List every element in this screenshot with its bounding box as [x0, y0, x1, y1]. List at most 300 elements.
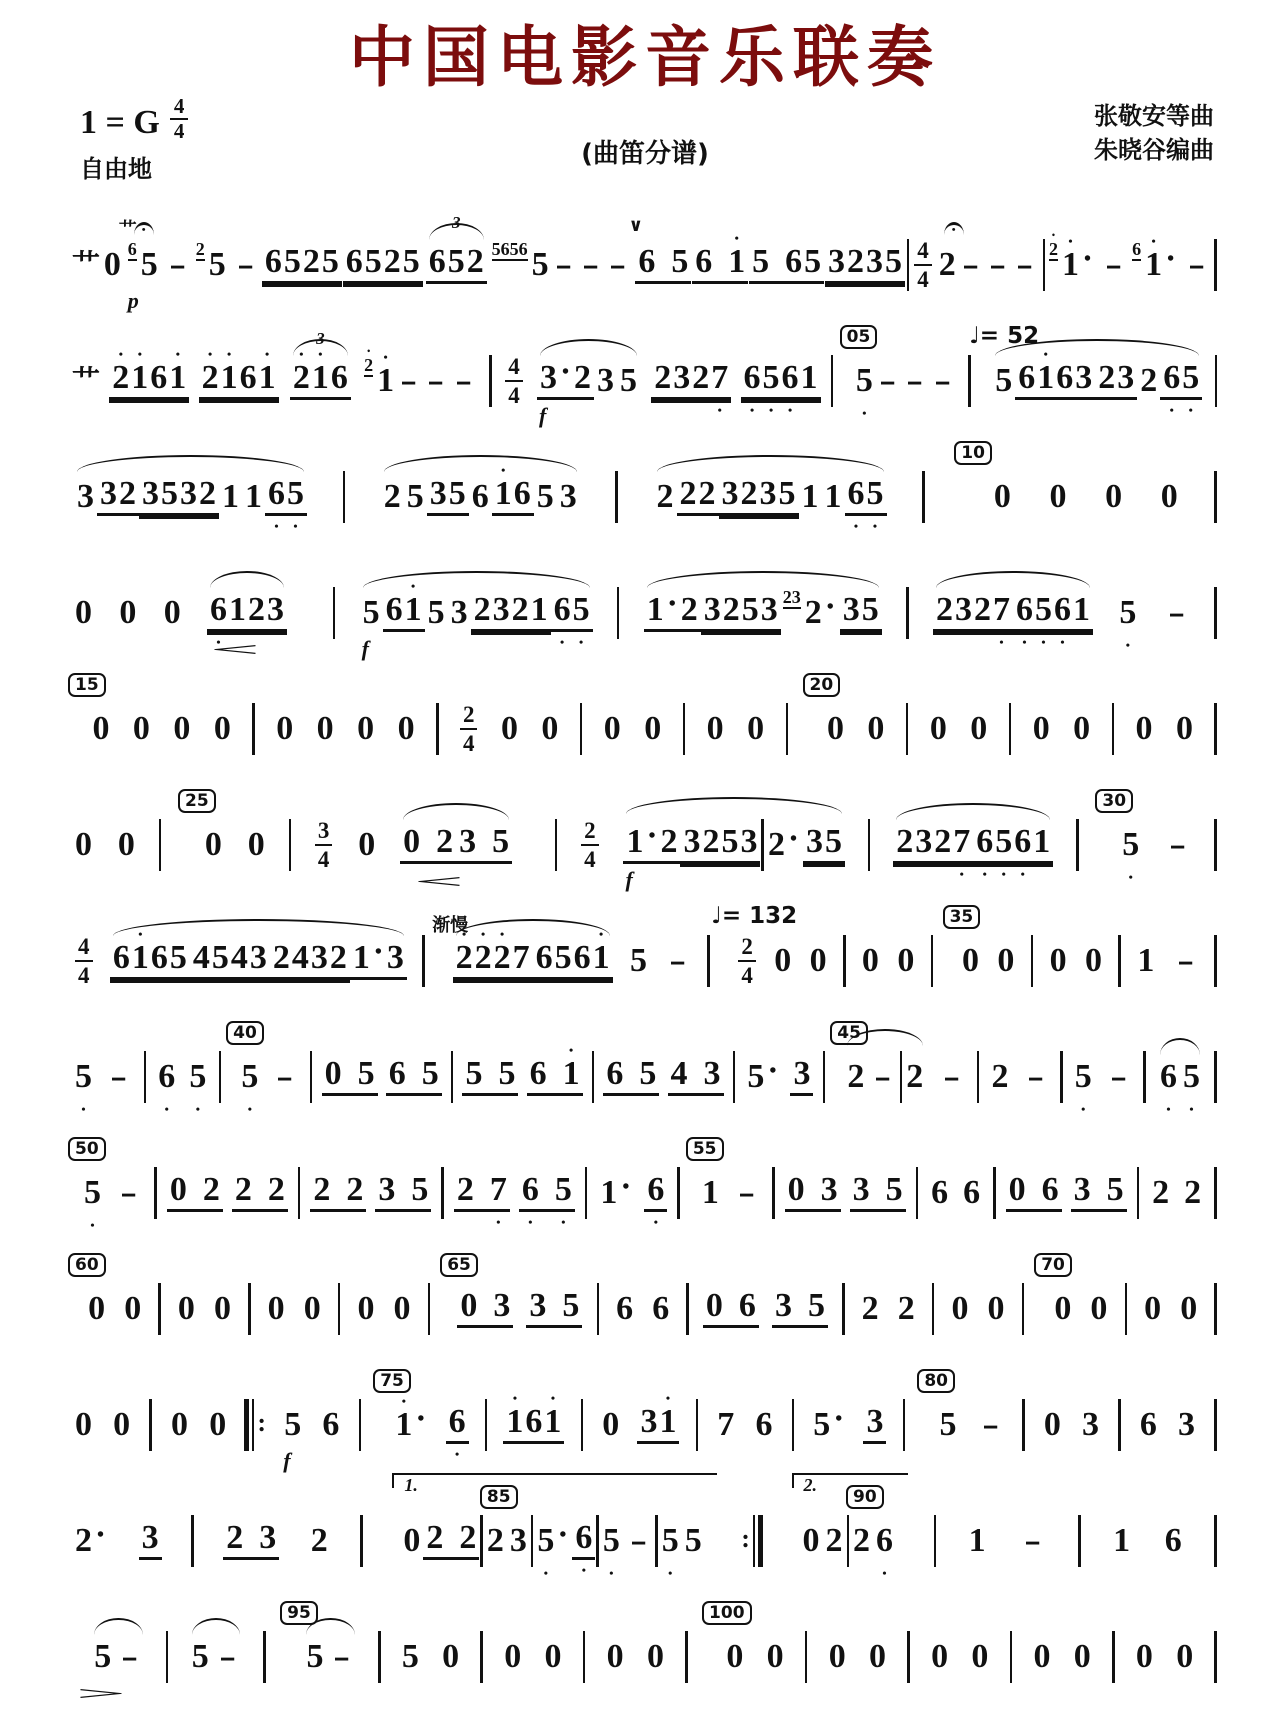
note-digit: 6: [525, 1403, 543, 1441]
barline: [792, 1399, 795, 1451]
note-digit: 5: [747, 1057, 765, 1095]
note-digit: 0: [1073, 1637, 1091, 1675]
barline: [615, 471, 618, 523]
barline: [683, 703, 686, 755]
note-digit: • 1: [1036, 361, 1055, 395]
measure-number-badge: 85: [480, 1485, 518, 1509]
note-digit: 2: [804, 593, 822, 631]
note-digit: 2: [511, 591, 529, 629]
note: [744, 1057, 782, 1095]
note-digit: 6: [471, 477, 489, 515]
time-signature: [505, 355, 523, 407]
held-beat-dash: -: [1105, 245, 1123, 283]
note-digit: 0: [403, 823, 421, 861]
barline: [1112, 1631, 1115, 1683]
note-digit: 2: [426, 1519, 444, 1557]
digit-gap: [713, 245, 727, 279]
note-digit: 6 •: [157, 1060, 176, 1094]
note: [103, 1057, 134, 1095]
note: [850, 1173, 906, 1212]
note: [448, 593, 471, 631]
note-digit: 0: [929, 709, 947, 747]
note: [800, 1521, 823, 1559]
note-digit: 0: [117, 825, 135, 863]
barline: [1076, 819, 1079, 871]
barline: [805, 1631, 808, 1683]
barline: [916, 1167, 919, 1219]
note-digit: 2: [459, 1519, 477, 1557]
note: [534, 1521, 572, 1559]
note: [1047, 238, 1097, 283]
note-digit: 3: [1075, 359, 1093, 397]
barline: [1125, 1283, 1128, 1335]
note-digit: 5 •: [536, 1524, 555, 1558]
measure-number-badge: 90: [846, 1485, 884, 1509]
note: [627, 941, 650, 979]
score: [70, 207, 1220, 1715]
barline: [219, 1051, 222, 1103]
note-digit: 2: [680, 591, 698, 629]
page-title: 中国电影音乐联奏: [349, 19, 941, 96]
key-label: 1 = G: [80, 103, 160, 141]
slur-group: [205, 593, 289, 632]
note-digit: 6: [127, 238, 137, 259]
slur-group: [358, 591, 595, 661]
note-digit: 2: [782, 586, 792, 607]
note-digit: 0: [971, 1637, 989, 1675]
note: [623, 823, 680, 893]
barline: [149, 1399, 152, 1451]
note-digit: 0: [809, 941, 827, 979]
note-digit: 0: [75, 593, 92, 631]
barline: [596, 1515, 599, 1567]
held-beat-dash: -: [1026, 1057, 1044, 1095]
held-beat-dash: -: [218, 1637, 236, 1675]
note: [859, 1289, 882, 1327]
note: [360, 593, 383, 661]
note-digit: • 1: [130, 361, 149, 395]
note: [232, 1173, 288, 1212]
credits: [1094, 99, 1214, 169]
note-digit: 2: [973, 591, 991, 629]
time-signature-numerator: 2: [738, 935, 756, 962]
barline: [252, 703, 255, 755]
note: [1181, 245, 1212, 283]
note: [704, 709, 727, 747]
measure-number-badge: 35: [943, 905, 981, 929]
note: [771, 941, 794, 979]
note-digit: 5: [321, 243, 339, 281]
note: [91, 1637, 114, 1675]
note: [682, 1521, 705, 1559]
note-digit: 4: [230, 939, 248, 977]
slur-group: [642, 586, 884, 632]
barline: [583, 1631, 586, 1683]
music-system: [70, 439, 1220, 555]
rhythm-dot: •: [835, 1407, 843, 1430]
note: [960, 1173, 983, 1211]
note: [492, 477, 534, 516]
music-system: [70, 1019, 1220, 1135]
note-digit: 5: [741, 591, 759, 629]
note-digit: 3: [866, 243, 884, 281]
note-digit: 3: [77, 477, 94, 515]
barline: [580, 703, 583, 755]
note-digit: 0: [1176, 1637, 1194, 1675]
barline: [1009, 703, 1012, 755]
note: [785, 1173, 841, 1212]
note-digit: 5: [885, 1171, 903, 1209]
note-digit: 6 •: [1015, 593, 1034, 627]
note-digit: 0: [88, 1289, 106, 1327]
note: [453, 941, 533, 980]
note: [803, 825, 845, 864]
held-beat-dash: -: [110, 1057, 128, 1095]
measure-number-badge: 60: [68, 1253, 106, 1277]
composer-credit: 张敬安等曲: [1094, 101, 1214, 130]
slur-group: [424, 213, 489, 284]
note: [967, 709, 990, 747]
note: [462, 1057, 518, 1096]
barline: [489, 355, 492, 407]
note: [314, 709, 337, 747]
note-digit: 7 •: [489, 1173, 508, 1207]
held-beat-dash: -: [1024, 1521, 1042, 1559]
note: [395, 709, 418, 747]
note-digit: 5 •: [855, 364, 874, 398]
measure-number-badge: 15: [68, 673, 106, 697]
note-digit: 0: [1144, 1289, 1162, 1327]
barline: [903, 1399, 906, 1451]
note-digit: 6 •: [1013, 825, 1032, 859]
note-digit: 0: [1105, 477, 1123, 515]
note: [139, 1521, 162, 1560]
note-digit: 0: [169, 1171, 187, 1209]
note-digit: 3: [1082, 1405, 1100, 1443]
held-beat-dash: -: [400, 361, 418, 399]
note: [230, 245, 261, 283]
note-digit: 2: [75, 1521, 92, 1559]
note-digit: 6 •: [521, 1173, 540, 1207]
note-digit: 5: [402, 243, 420, 281]
digit-gap: [806, 1173, 820, 1207]
note: [1110, 1521, 1133, 1559]
digit-gap: [624, 1057, 638, 1091]
note-digit: 3: [267, 591, 285, 629]
note-digit: 3: [509, 1521, 527, 1559]
time-signature-numerator: 3: [315, 819, 333, 846]
digit-gap: [475, 1173, 489, 1207]
note-digit: 1: [968, 1521, 986, 1559]
note: [557, 477, 580, 515]
note-digit: • 1: [505, 1405, 524, 1439]
note: [101, 245, 124, 283]
barline: [191, 1515, 194, 1567]
note: [1173, 1637, 1196, 1675]
note: [826, 1637, 849, 1675]
barline: [585, 1167, 588, 1219]
note-digit: 2: [573, 359, 591, 397]
note: [199, 361, 279, 400]
note-digit: 0: [897, 941, 915, 979]
digit-gap: [793, 1289, 807, 1323]
note: [381, 477, 404, 515]
note-digit: 6 •: [267, 477, 286, 511]
note-digit: 0: [931, 1637, 949, 1675]
note-digit: 5: [639, 1055, 657, 1093]
note-digit: 6: [606, 1055, 624, 1093]
note: [425, 593, 448, 631]
grace-note: [783, 588, 801, 609]
note-digit: • 2: [201, 361, 220, 395]
note-digit: 1: [800, 359, 818, 397]
note: [959, 941, 982, 979]
barline: [842, 1283, 845, 1335]
note-digit: 0: [119, 593, 137, 631]
free-meter-symbol: 艹: [72, 247, 101, 281]
note-digit: 0: [1043, 1405, 1061, 1443]
measure-number-badge: 40: [226, 1021, 264, 1045]
note-digit: 5 •: [554, 1173, 573, 1207]
barline: [907, 1631, 910, 1683]
note: [599, 1405, 622, 1443]
barline: [1214, 1283, 1217, 1335]
note: [1079, 1405, 1102, 1443]
note-digit: 1: [1033, 823, 1051, 861]
note-digit: 3: [259, 1519, 277, 1557]
time-signature-denominator: 4: [462, 730, 475, 756]
note-digit: 2: [896, 823, 914, 861]
note-digit: 6: [345, 243, 363, 281]
digit-gap: [244, 1521, 258, 1555]
note: [1030, 709, 1053, 747]
note: [1134, 941, 1157, 979]
note: [994, 941, 1017, 979]
barline: [1214, 239, 1217, 291]
time-signature-numerator: 2: [581, 819, 599, 846]
note-digit: • 2: [292, 361, 311, 395]
slur-group: [72, 477, 309, 516]
barline: [843, 935, 846, 987]
note-digit: 0: [787, 1171, 805, 1209]
barline: [1215, 355, 1218, 407]
note-digit: 2: [226, 1519, 244, 1557]
note-digit: 3: [791, 586, 801, 607]
barline: [1118, 1399, 1121, 1451]
barline: [298, 1167, 301, 1219]
note-digit: 6: [535, 939, 553, 977]
note: [114, 1637, 145, 1675]
note-digit: 5: [807, 1287, 825, 1325]
note: [392, 1405, 430, 1443]
note-digit: 3: [1178, 1405, 1196, 1443]
note-digit: 6 •: [1159, 1060, 1178, 1094]
note: [703, 1289, 759, 1328]
note-digit: 3: [142, 475, 159, 513]
music-system: [70, 1251, 1220, 1367]
note: [613, 1289, 636, 1327]
rhythm-dot: •: [374, 941, 382, 964]
barline: [707, 935, 710, 987]
barline: [1214, 1051, 1217, 1103]
barline: [555, 819, 558, 871]
note: [1149, 1173, 1172, 1211]
grace-note: [196, 240, 205, 261]
note-digit: 2: [906, 1057, 924, 1095]
note-digit: 6: [513, 475, 531, 513]
note: [391, 1289, 414, 1327]
measure-number-badge: 55: [686, 1137, 724, 1161]
digit-gap: [548, 1057, 562, 1091]
barline: [686, 1283, 689, 1335]
note-digit: 3: [249, 939, 267, 977]
note-digit: 0: [92, 709, 110, 747]
note-digit: 6: [428, 243, 446, 281]
note-digit: 5: [401, 1637, 419, 1675]
note-digit: 5: [752, 243, 770, 281]
barline: [1137, 1167, 1140, 1219]
note-digit: 5: [1106, 1171, 1124, 1209]
note: [537, 359, 594, 429]
note-digit: 2: [119, 475, 136, 513]
note: [975, 1405, 1006, 1443]
note-digit: 5: [211, 939, 229, 977]
grace-note: [364, 356, 373, 377]
note: [303, 1637, 326, 1675]
barline: [786, 703, 789, 755]
note-digit: • 2: [474, 941, 493, 975]
note-digit: 2: [934, 823, 952, 861]
rhythm-dot: •: [561, 361, 569, 384]
note: [1130, 238, 1180, 283]
note: [893, 825, 973, 864]
note-digit: 5: [94, 1637, 112, 1675]
note: [454, 1173, 510, 1212]
held-beat-dash: -: [168, 245, 186, 283]
note-digit: 2: [654, 359, 672, 397]
time-signature-denominator: 4: [741, 962, 753, 988]
held-beat-dash: -: [669, 941, 687, 979]
note-digit: 0: [1032, 709, 1050, 747]
time-signature: [581, 819, 599, 871]
note-digit: 0: [602, 1405, 620, 1443]
note-digit: 2: [272, 939, 290, 977]
note: [840, 593, 882, 632]
note: [167, 1173, 223, 1212]
note: [538, 709, 561, 747]
note: [1161, 593, 1192, 631]
note-digit: 3: [806, 823, 823, 861]
note-digit: 3: [915, 823, 933, 861]
note: [1157, 1057, 1180, 1095]
note-digit: 6 •: [975, 825, 994, 859]
barline: [934, 1515, 937, 1567]
note: [1181, 1173, 1204, 1211]
digit-gap: [396, 1173, 410, 1207]
time-signature-denominator: 4: [917, 266, 929, 292]
slur-group: [621, 819, 847, 893]
note-digit: 3: [386, 939, 404, 977]
repeat-start-barline: :: [244, 1399, 266, 1451]
note-digit: 5 •: [83, 1176, 102, 1210]
note-digit: 2: [1184, 1173, 1202, 1211]
note: [310, 1173, 366, 1212]
note-digit: 0: [826, 709, 844, 747]
note: [121, 1289, 144, 1327]
time-signature-denominator: 4: [317, 846, 330, 872]
note-digit: 5: [406, 477, 424, 515]
note-digit: 2: [248, 591, 266, 629]
barline: [685, 1631, 688, 1683]
held-beat-dash: -: [1110, 1057, 1128, 1095]
note: [853, 361, 958, 399]
note-digit: 1: [352, 939, 370, 977]
note-digit: 5: [161, 475, 178, 513]
note: [719, 477, 799, 516]
note-digit: 0: [504, 1637, 522, 1675]
barline: [847, 1515, 850, 1567]
note-digit: 2: [486, 1521, 504, 1559]
digit-gap: [1027, 1173, 1041, 1207]
note-digit: 6 •: [875, 1524, 894, 1558]
note-digit: 6: [529, 1055, 547, 1093]
note-digit: 3: [450, 593, 468, 631]
note: [212, 1637, 243, 1675]
barline: [1022, 1283, 1025, 1335]
note-digit: 5: [492, 823, 510, 861]
note: [190, 941, 270, 980]
barline: [868, 819, 871, 871]
note: [207, 593, 287, 632]
note-digit: 4: [291, 939, 309, 977]
note-digit: • 2: [364, 356, 373, 374]
note: [604, 1637, 627, 1675]
slur-group: [1155, 1057, 1205, 1095]
note: [659, 1521, 682, 1559]
note-digit: 6: [500, 238, 510, 259]
note-digit: 3: [1117, 359, 1135, 397]
rhythm-dot: •: [789, 827, 797, 850]
note-digit: • 1: [404, 593, 423, 627]
note-digit: 0: [747, 709, 765, 747]
note: [399, 1637, 422, 1675]
note: [654, 477, 677, 515]
note-digit: 0: [177, 1289, 195, 1327]
note-digit: 1: [1072, 591, 1090, 629]
note: [765, 825, 803, 863]
digit-gap: [724, 1289, 738, 1323]
rhythm-dot: •: [97, 1523, 105, 1546]
note-digit: 2: [302, 243, 320, 281]
music-system: [70, 1474, 1220, 1599]
note: [319, 1405, 342, 1443]
note-digit: 6: [1018, 359, 1036, 397]
note-digit: 2: [202, 1171, 220, 1209]
barline: [977, 1051, 980, 1103]
note-digit: 5 •: [74, 1060, 93, 1094]
note-digit: 5: [684, 1521, 702, 1559]
time-signature-numerator: 4: [170, 95, 189, 120]
note-digit: 1: [1113, 1521, 1131, 1559]
barline: [289, 819, 292, 871]
barline: [597, 1283, 600, 1335]
held-beat-dash: -: [609, 245, 627, 283]
note: [542, 1637, 565, 1675]
note-digit: 0: [726, 1637, 744, 1675]
note-digit: 2: [199, 475, 216, 513]
note-digit: 5: [671, 243, 689, 281]
note-digit: 5: [447, 243, 465, 281]
